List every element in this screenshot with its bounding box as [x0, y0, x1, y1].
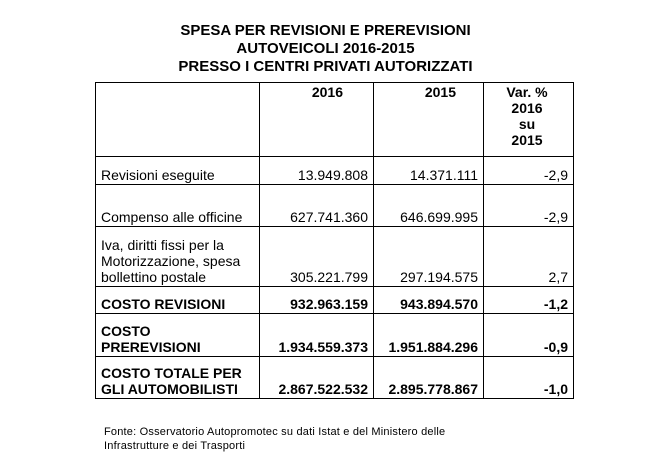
value-2016: 627.741.360 [260, 185, 374, 227]
row-label-line: Revisioni eseguite [101, 167, 215, 183]
header-var-line-3: su [518, 116, 536, 132]
row-label [96, 157, 260, 185]
table-row [96, 227, 574, 287]
row-label [96, 227, 260, 287]
source-line-2: Infrastrutture e dei Trasporti [104, 440, 246, 452]
value-variation: -1,2 [484, 287, 574, 314]
document-title [0, 22, 651, 76]
value-2016: 932.963.159 [260, 287, 374, 314]
table-row [96, 157, 574, 185]
table-row [96, 185, 574, 227]
value-2015: 14.371.111 [374, 157, 484, 185]
row-label [96, 185, 260, 227]
row-label [96, 314, 260, 357]
cost-table [95, 82, 574, 399]
value-2015: 646.699.995 [374, 185, 484, 227]
row-label-line: PREREVISIONI [101, 339, 201, 355]
value-variation: -1,0 [484, 357, 574, 399]
table-row [96, 287, 574, 314]
row-label-line: Motorizzazione, spesa [101, 253, 241, 269]
value-variation: -0,9 [484, 314, 574, 357]
row-label-line: Iva, diritti fissi per la [101, 237, 224, 253]
title-line-3: PRESSO I CENTRI PRIVATI AUTORIZZATI [178, 58, 473, 75]
row-label-line: Compenso alle officine [101, 209, 243, 225]
value-variation: -2,9 [484, 157, 574, 185]
value-2016: 1.934.559.373 [260, 314, 374, 357]
value-2015: 943.894.570 [374, 287, 484, 314]
header-var-line-1: Var. % [506, 84, 548, 100]
row-label-line: GLI AUTOMOBILISTI [101, 381, 238, 397]
header-2015 [374, 83, 484, 157]
value-2016: 2.867.522.532 [260, 357, 374, 399]
source-line-1: Fonte: Osservatorio Autopromotec su dati Istat e del Ministero delle [104, 426, 446, 438]
value-2016: 305.221.799 [260, 227, 374, 287]
value-2015: 2.895.778.867 [374, 357, 484, 399]
header-var-line-2: 2016 [511, 100, 543, 116]
header-label-cell [96, 83, 260, 157]
title-line-2: AUTOVEICOLI 2016-2015 [236, 40, 415, 57]
value-2016: 13.949.808 [260, 157, 374, 185]
header-variation [484, 83, 574, 157]
table-row [96, 357, 574, 399]
header-var-line-4: 2015 [511, 132, 543, 148]
header-2016-text: 2016 [311, 84, 343, 100]
title-line-1: SPESA PER REVISIONI E PREREVISIONI [180, 22, 471, 39]
row-label-line: COSTO REVISIONI [101, 296, 226, 312]
header-2016 [260, 83, 374, 157]
row-label [96, 287, 260, 314]
source-note [104, 425, 624, 453]
row-label-line: bollettino postale [101, 269, 207, 285]
header-2015-text: 2015 [424, 84, 456, 100]
value-2015: 297.194.575 [374, 227, 484, 287]
value-variation: -2,9 [484, 185, 574, 227]
table-row [96, 314, 574, 357]
row-label [96, 357, 260, 399]
row-label-line: COSTO TOTALE PER [101, 365, 242, 381]
table-header-row [96, 83, 574, 157]
value-2015: 1.951.884.296 [374, 314, 484, 357]
value-variation: 2,7 [484, 227, 574, 287]
row-label-line: COSTO [101, 323, 151, 339]
